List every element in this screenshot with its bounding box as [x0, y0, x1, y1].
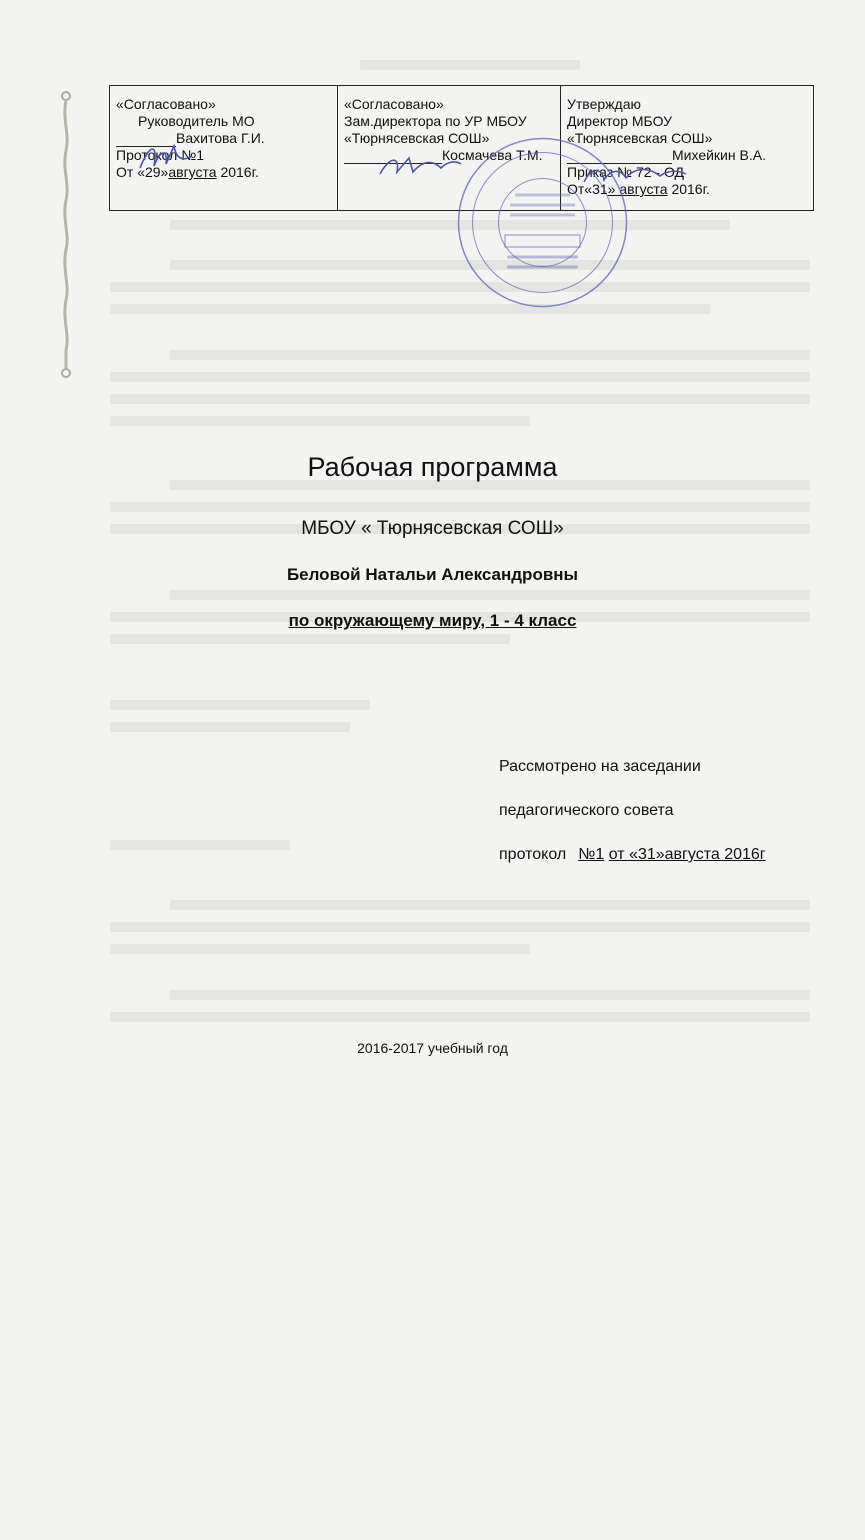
approval-heading: «Согласовано» — [344, 96, 444, 112]
approval-signer: Космачева Т.М. — [442, 147, 543, 163]
approval-order: Приказ № 72 - ОД — [567, 164, 685, 180]
teacher-name: Беловой Натальи Александровны — [286, 565, 579, 584]
document-title: Рабочая программа — [307, 452, 558, 482]
review-line-1: Рассмотрено на заседании — [499, 758, 701, 775]
approval-school: «Тюрнясевская СОШ» — [344, 130, 490, 146]
show-through-text-lower — [110, 840, 810, 1540]
binding-thread-icon — [60, 90, 72, 380]
approval-school: «Тюрнясевская СОШ» — [567, 130, 713, 146]
signature-deputy-icon — [375, 150, 465, 180]
approval-role: Директор МБОУ — [567, 113, 673, 129]
review-protocol: протокол №1 от «31»августа 2016г — [499, 846, 766, 863]
approval-role: Зам.директора по УР МБОУ — [344, 113, 527, 129]
approval-signer: Вахитова Г.И. — [176, 130, 265, 146]
approval-protocol: Протокол №1 — [116, 147, 204, 163]
school-name: МБОУ « Тюрнясевская СОШ» — [301, 518, 564, 539]
approval-heading: Утверждаю — [567, 96, 641, 112]
academic-year: 2016-2017 учебный год — [357, 1040, 508, 1056]
review-line-2: педагогического совета — [499, 802, 674, 819]
approval-role: Руководитель МО — [138, 113, 255, 129]
approval-signer: Михейкин В.А. — [672, 147, 766, 163]
school-stamp-icon — [455, 135, 630, 310]
approval-heading: «Согласовано» — [116, 96, 216, 112]
approval-date: От «29»августа 2016г. — [116, 164, 259, 180]
review-block — [499, 745, 766, 877]
subject-line: по окружающему миру, 1 - 4 класс — [288, 611, 577, 630]
signature-mo-icon — [130, 138, 200, 178]
approval-date: От«31» августа 2016г. — [567, 181, 710, 197]
